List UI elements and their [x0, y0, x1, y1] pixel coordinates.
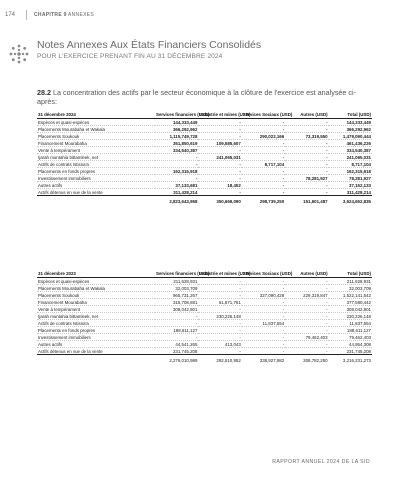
- cell-value: 290,022,166: [242, 133, 285, 140]
- table-row: [37, 175, 372, 182]
- cell-value: 44,954,308: [329, 341, 372, 348]
- total-value: 338,927,982: [242, 355, 285, 364]
- table-row: [37, 119, 372, 126]
- cell-value: 8,717,104: [242, 161, 285, 168]
- row-label: Ijarah muntahia bittamleek, net: [37, 154, 155, 161]
- row-label: Espèces et quasi-espèces: [37, 119, 155, 126]
- cell-value: 366,292,962: [329, 126, 372, 133]
- cell-value: -: [242, 348, 285, 355]
- cell-value: 78,281,927: [329, 175, 372, 182]
- cell-value: -: [285, 299, 328, 306]
- row-label: Financement Mourabaha: [37, 299, 155, 306]
- total-value: 2,276,010,989: [155, 355, 198, 364]
- page-header: [0, 0, 400, 20]
- cell-value: -: [242, 341, 285, 348]
- cell-value: -: [242, 278, 285, 285]
- total-value: 298,739,250: [242, 196, 285, 205]
- row-label: Actifs détenus en vue de la vente: [37, 348, 155, 355]
- total-value: 3,624,652,835: [329, 196, 372, 205]
- cell-value: -: [198, 320, 241, 327]
- total-value: 2,823,643,958: [155, 196, 198, 205]
- cell-value: -: [285, 168, 328, 175]
- cell-value: -: [155, 320, 198, 327]
- section-label: ANNEXES: [68, 12, 94, 18]
- cell-value: 79,462,403: [285, 334, 328, 341]
- table-row: [37, 168, 372, 175]
- total-value: 292,510,952: [198, 355, 241, 364]
- table-row: [37, 299, 372, 306]
- cell-value: -: [198, 147, 241, 154]
- col-header: Industrie et mines (USD): [199, 271, 251, 276]
- document-title: Notes Annexes Aux États Financiers Consolidés: [37, 39, 262, 51]
- cell-value: -: [242, 334, 285, 341]
- col-header: Services financiers (USD): [156, 271, 210, 276]
- cell-value: -: [285, 147, 328, 154]
- cell-value: 1,479,090,444: [329, 133, 372, 140]
- cell-value: 413,043: [198, 341, 241, 348]
- row-label: Financement Mourabaha: [37, 140, 155, 147]
- concentration-table-2024: [37, 112, 372, 205]
- cell-value: 73,319,550: [285, 133, 328, 140]
- cell-value: -: [242, 119, 285, 126]
- cell-value: -: [198, 189, 241, 196]
- cell-value: -: [155, 313, 198, 320]
- cell-value: 311,428,214: [329, 189, 372, 196]
- row-label: Investissement immobiliers: [37, 175, 155, 182]
- cell-value: 144,333,449: [155, 119, 198, 126]
- cell-value: -: [198, 175, 241, 182]
- cell-value: 229,319,847: [285, 292, 328, 299]
- cell-value: -: [285, 327, 328, 334]
- cell-value: 351,850,619: [155, 140, 198, 147]
- cell-value: 188,611,127: [329, 327, 372, 334]
- cell-value: 965,731,267: [155, 292, 198, 299]
- cell-value: -: [242, 126, 285, 133]
- table-row: [37, 278, 372, 285]
- table-row: [37, 341, 372, 348]
- cell-value: -: [285, 320, 328, 327]
- cell-value: 78,281,927: [285, 175, 328, 182]
- table-row: [37, 306, 372, 313]
- row-label: Placements Soukouk: [37, 133, 155, 140]
- cell-value: -: [285, 341, 328, 348]
- table-row: [37, 189, 372, 196]
- cell-value: 231,745,208: [155, 348, 198, 355]
- row-label: Autres actifs: [37, 341, 155, 348]
- cell-value: -: [242, 140, 285, 147]
- table-row: [37, 334, 372, 341]
- concentration-table-2023: [37, 271, 372, 364]
- cell-value: 144,333,449: [329, 119, 372, 126]
- cell-value: 37,152,133: [329, 182, 372, 189]
- cell-value: -: [285, 313, 328, 320]
- table-row: [37, 154, 372, 161]
- page-number: 174: [5, 12, 16, 18]
- period-header: 31 décembre 2023: [37, 271, 155, 278]
- cell-value: 308,042,801: [155, 306, 198, 313]
- row-label: Investissement immobiliers: [37, 334, 155, 341]
- cell-value: 8,717,104: [329, 161, 372, 168]
- cell-value: 61,871,761: [198, 299, 241, 306]
- cell-value: 109,585,607: [198, 140, 241, 147]
- cell-value: 37,133,681: [155, 182, 198, 189]
- row-label: Espèces et quasi-espèces: [37, 278, 155, 285]
- col-header: Autres (USD): [285, 271, 328, 278]
- table-row: [37, 348, 372, 355]
- cell-value: 334,540,387: [155, 147, 198, 154]
- section-heading: [37, 88, 372, 106]
- cell-value: -: [242, 189, 285, 196]
- col-header: Total (USD): [329, 271, 372, 278]
- row-label: Placements Mourabaha et Wakala: [37, 285, 155, 292]
- cell-value: 308,042,801: [329, 306, 372, 313]
- table-row: [37, 161, 372, 168]
- cell-value: -: [285, 161, 328, 168]
- col-header: Services Sociaux (USD): [242, 271, 293, 276]
- cell-value: -: [198, 306, 241, 313]
- cell-value: -: [155, 175, 198, 182]
- page-footer: RAPPORT ANNUEL 2024 DE LA SID: [272, 459, 370, 465]
- table-row: [37, 133, 372, 140]
- cell-value: 334,540,387: [329, 147, 372, 154]
- cell-value: 1,522,141,542: [329, 292, 372, 299]
- total-value: 3,216,231,273: [329, 355, 372, 364]
- col-header: Total (USD): [329, 112, 372, 119]
- cell-value: -: [198, 285, 241, 292]
- cell-value: -: [285, 189, 328, 196]
- section-number: 28.2: [37, 88, 51, 97]
- cell-value: -: [198, 348, 241, 355]
- table-row: [37, 320, 372, 327]
- cell-value: 11,837,554: [329, 320, 372, 327]
- document-subtitle: POUR L'EXERCICE PRENANT FIN AU 31 DÉCEMBRE 2024: [37, 53, 223, 60]
- total-row: [37, 355, 372, 364]
- total-value: 151,601,487: [285, 196, 328, 205]
- cell-value: 315,708,681: [155, 299, 198, 306]
- cell-value: 188,611,127: [155, 327, 198, 334]
- total-label: [37, 355, 155, 364]
- row-label: Placements en fonds propres: [37, 168, 155, 175]
- row-label: Actifs de contrats Istisna'a: [37, 320, 155, 327]
- total-label: [37, 196, 155, 205]
- table-row: [37, 313, 372, 320]
- cell-value: -: [285, 278, 328, 285]
- row-label: Placements en fonds propres: [37, 327, 155, 334]
- table-row: [37, 182, 372, 189]
- cell-value: 162,315,918: [155, 168, 198, 175]
- cell-value: -: [198, 292, 241, 299]
- cell-value: -: [242, 299, 285, 306]
- cell-value: 44,541,265: [155, 341, 198, 348]
- cell-value: -: [242, 327, 285, 334]
- row-label: Actifs détenus en vue de la vente: [37, 189, 155, 196]
- cell-value: -: [242, 154, 285, 161]
- row-label: Placements Soukouk: [37, 292, 155, 299]
- row-label: Autres actifs: [37, 182, 155, 189]
- total-value: 308,782,250: [285, 355, 328, 364]
- table-row: [37, 126, 372, 133]
- cell-value: 11,837,554: [242, 320, 285, 327]
- cell-value: -: [285, 348, 328, 355]
- cell-value: 366,292,962: [155, 126, 198, 133]
- cell-value: -: [285, 140, 328, 147]
- table-row: [37, 285, 372, 292]
- cell-value: -: [242, 182, 285, 189]
- cell-value: -: [198, 327, 241, 334]
- cell-value: 79,462,403: [329, 334, 372, 341]
- cell-value: -: [242, 175, 285, 182]
- cell-value: -: [242, 306, 285, 313]
- cell-value: -: [285, 306, 328, 313]
- cell-value: -: [242, 168, 285, 175]
- cell-value: 162,315,918: [329, 168, 372, 175]
- table-row: [37, 147, 372, 154]
- col-header: Autres (USD): [285, 112, 328, 119]
- cell-value: 211,628,931: [329, 278, 372, 285]
- cell-value: 241,065,031: [329, 154, 372, 161]
- row-label: Placements Mourabaha et Wakala: [37, 126, 155, 133]
- col-header: Industrie et mines (USD): [199, 112, 251, 117]
- cell-value: -: [285, 119, 328, 126]
- col-header: Services financiers (USD): [156, 112, 210, 117]
- cell-value: -: [198, 119, 241, 126]
- cell-value: 1,115,749,728: [155, 133, 198, 140]
- cell-value: -: [155, 154, 198, 161]
- cell-value: -: [198, 168, 241, 175]
- cell-value: 18,452: [198, 182, 241, 189]
- cell-value: -: [285, 154, 328, 161]
- cell-value: -: [242, 285, 285, 292]
- cell-value: 230,226,148: [329, 313, 372, 320]
- cell-value: -: [198, 133, 241, 140]
- total-row: [37, 196, 372, 205]
- cell-value: 230,226,148: [198, 313, 241, 320]
- sid-logo-icon: [9, 44, 29, 64]
- cell-value: 32,003,709: [155, 285, 198, 292]
- cell-value: -: [242, 147, 285, 154]
- col-header: Services Sociaux (USD): [242, 112, 293, 117]
- chapter-label: CHAPITRE 9: [34, 12, 67, 18]
- table-row: [37, 292, 372, 299]
- cell-value: 311,428,214: [155, 189, 198, 196]
- cell-value: -: [155, 334, 198, 341]
- table-row: [37, 327, 372, 334]
- row-label: Vente à tempérament: [37, 306, 155, 313]
- cell-value: -: [155, 161, 198, 168]
- cell-value: -: [198, 161, 241, 168]
- total-value: 350,669,090: [198, 196, 241, 205]
- cell-value: 327,090,428: [242, 292, 285, 299]
- cell-value: -: [242, 313, 285, 320]
- cell-value: 461,436,226: [329, 140, 372, 147]
- cell-value: -: [198, 334, 241, 341]
- cell-value: -: [198, 126, 241, 133]
- cell-value: -: [285, 126, 328, 133]
- period-header: 31 décembre 2024: [37, 112, 155, 119]
- cell-value: -: [198, 278, 241, 285]
- row-label: Vente à tempérament: [37, 147, 155, 154]
- cell-value: 32,003,709: [329, 285, 372, 292]
- cell-value: 211,628,931: [155, 278, 198, 285]
- header-divider: [26, 10, 27, 20]
- table-row: [37, 140, 372, 147]
- row-label: Actifs de contrats Istisna'a: [37, 161, 155, 168]
- cell-value: 377,580,442: [329, 299, 372, 306]
- section-text: La concentration des actifs par le secteur économique à la clôture de l'exercice est analysée ci-après:: [37, 88, 357, 106]
- cell-value: 241,065,031: [198, 154, 241, 161]
- cell-value: 231,745,208: [329, 348, 372, 355]
- cell-value: -: [285, 285, 328, 292]
- cell-value: -: [285, 182, 328, 189]
- row-label: Ijarah muntahia bittamleek, net: [37, 313, 155, 320]
